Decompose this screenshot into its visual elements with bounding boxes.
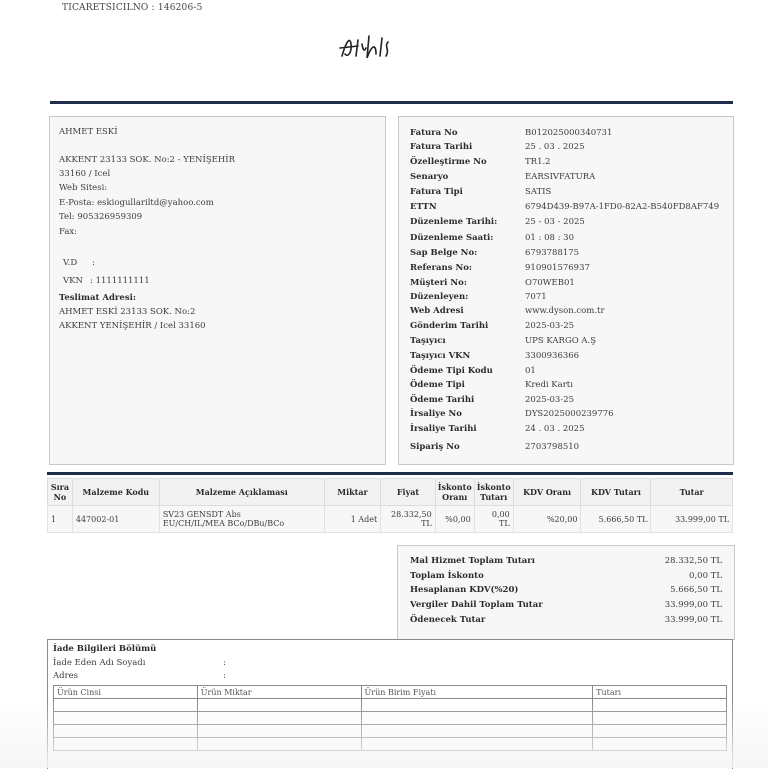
invoice-row — [410, 395, 730, 409]
iade-cell[interactable] — [593, 725, 727, 738]
totals-label: Vergiler Dahil Toplam Tutar — [410, 600, 543, 610]
header-kdv-orani: KDV Oranı — [513, 479, 581, 506]
totals-panel — [397, 545, 735, 640]
buyer-fax: Fax: — [59, 227, 78, 237]
invoice-value: www.dyson.com.tr — [525, 306, 605, 316]
iade-cell[interactable] — [361, 738, 593, 751]
invoice-row — [410, 321, 730, 335]
invoice-label: ETTN — [410, 202, 437, 212]
iade-cell[interactable] — [54, 725, 198, 738]
buyer-vkn-label: VKN — [63, 276, 83, 286]
invoice-value: 01 : 08 : 30 — [525, 233, 574, 243]
iade-col-tutari: Tutarı — [593, 686, 727, 699]
aciklama-line1: SV23 GENSDT Abs — [162, 510, 241, 519]
invoice-row — [410, 233, 730, 247]
invoice-row — [410, 263, 730, 277]
buyer-vd-label: V.D — [63, 258, 78, 268]
invoice-label: Gönderim Tarihi — [410, 321, 489, 331]
invoice-value: B012025000340731 — [525, 128, 613, 138]
invoice-label: Sap Belge No: — [410, 248, 478, 258]
invoice-value: 6793788175 — [525, 248, 580, 258]
invoice-label: Taşıyıcı — [410, 336, 446, 346]
invoice-row — [410, 409, 730, 423]
totals-value: 33.999,00 TL — [664, 615, 722, 625]
ticaret-sicil-no: TICARETSICILNO : 146206-5 — [62, 3, 203, 13]
invoice-label: Ödeme Tipi Kodu — [410, 366, 493, 376]
invoice-value: SATIS — [525, 187, 552, 197]
buyer-address-line1: AKKENT 23133 SOK. No:2 - YENİŞEHİR — [59, 155, 236, 165]
invoice-label: Düzenleyen: — [410, 292, 469, 302]
buyer-tel: Tel: 905326959309 — [59, 212, 143, 222]
totals-value: 28.332,50 TL — [664, 556, 722, 566]
iade-table — [53, 685, 727, 751]
delivery-line2: AKKENT YENİŞEHİR / Icel 33160 — [59, 321, 206, 331]
iade-header-row — [54, 686, 727, 699]
iade-address-sep: : — [223, 671, 226, 681]
iade-section — [47, 639, 733, 769]
invoice-value: UPS KARGO A.Ş — [525, 336, 597, 346]
invoice-row — [410, 142, 730, 156]
invoice-value: TR1.2 — [525, 157, 551, 167]
invoice-value: 24 . 03 . 2025 — [525, 424, 585, 434]
invoice-value: DYS2025000239776 — [525, 409, 614, 419]
iade-cell[interactable] — [593, 699, 727, 712]
totals-label: Toplam İskonto — [410, 571, 484, 581]
buyer-email: E-Posta: eskiogullariltd@yahoo.com — [59, 198, 214, 208]
invoice-row — [410, 248, 730, 262]
iade-cell[interactable] — [197, 712, 361, 725]
invoice-row — [410, 217, 730, 231]
header-iskonto-orani: İskonto Oranı — [435, 479, 474, 506]
cell-kdv-orani: %20,00 — [513, 506, 581, 533]
invoice-row — [410, 202, 730, 216]
iade-cell[interactable] — [197, 699, 361, 712]
buyer-name: AHMET ESKİ — [59, 127, 118, 137]
invoice-value: 2025-03-25 — [525, 395, 575, 405]
iade-cell[interactable] — [197, 725, 361, 738]
cell-kdv-tutari: 5.666,50 TL — [581, 506, 651, 533]
iade-empty-row — [54, 712, 727, 725]
invoice-value: 25 - 03 - 2025 — [525, 217, 585, 227]
iade-empty-row — [54, 699, 727, 712]
iade-name-label: İade Eden Adı Soyadı — [53, 658, 146, 668]
invoice-info-panel — [398, 116, 734, 465]
invoice-label: Ödeme Tipi — [410, 380, 465, 390]
totals-row — [410, 600, 722, 614]
cell-tutar: 33.999,00 TL — [651, 506, 733, 533]
iade-address-label: Adres — [53, 671, 79, 681]
iade-cell[interactable] — [593, 738, 727, 751]
invoice-value: 3300936366 — [525, 351, 580, 361]
invoice-value: 2025-03-25 — [525, 321, 575, 331]
invoice-label: Sipariş No — [410, 442, 460, 452]
totals-row — [410, 556, 722, 570]
iade-col-urun-cinsi: Ürün Cinsi — [54, 686, 198, 699]
invoice-row — [410, 351, 730, 365]
invoice-value: 01 — [525, 366, 536, 376]
invoice-value: 7071 — [525, 292, 547, 302]
iskonto-tutari-line1: 0,00 — [491, 510, 510, 519]
delivery-line1: AHMET ESKİ 23133 SOK. No:2 — [59, 307, 196, 317]
invoice-label: Taşıyıcı VKN — [410, 351, 471, 361]
invoice-value: 910901576937 — [525, 263, 590, 273]
header-rule — [50, 101, 733, 104]
invoice-value: 6794D439-B97A-1FD0-82A2-B540FD8AF749 — [525, 202, 720, 212]
cell-aciklama — [159, 506, 324, 533]
cell-iskonto-tutari — [474, 506, 513, 533]
invoice-row — [410, 366, 730, 380]
totals-row — [410, 585, 722, 599]
cell-sira: 1 — [48, 506, 73, 533]
invoice-row — [410, 128, 730, 142]
invoice-label: Fatura Tipi — [410, 187, 463, 197]
iade-empty-row — [54, 725, 727, 738]
totals-value: 33.999,00 TL — [664, 600, 722, 610]
signature — [336, 30, 416, 64]
header-aciklama: Malzeme Açıklaması — [159, 479, 324, 506]
cell-iskonto-orani: %0,00 — [435, 506, 474, 533]
cell-fiyat: 28.332,50 TL — [381, 506, 436, 533]
iade-col-urun-miktar: Ürün Miktar — [197, 686, 361, 699]
buyer-vd-value: : — [92, 258, 95, 268]
invoice-value: 2703798510 — [525, 442, 580, 452]
invoice-label: Müşteri No: — [410, 278, 467, 288]
invoice-value: O70WEB01 — [525, 278, 575, 288]
invoice-row — [410, 336, 730, 350]
iade-cell[interactable] — [361, 725, 593, 738]
header-fiyat: Fiyat — [381, 479, 436, 506]
iade-cell[interactable] — [54, 699, 198, 712]
invoice-row — [410, 172, 730, 186]
invoice-row — [410, 380, 730, 394]
totals-label: Hesaplanan KDV(%20) — [410, 585, 519, 595]
invoice-value: EARSIVFATURA — [525, 172, 596, 182]
header-miktar: Miktar — [324, 479, 380, 506]
invoice-label: Web Adresi — [410, 306, 464, 316]
invoice-value: Kredi Kartı — [525, 380, 573, 390]
iade-name-sep: : — [223, 658, 226, 668]
totals-value: 5.666,50 TL — [670, 585, 722, 595]
invoice-label: Düzenleme Tarihi: — [410, 217, 498, 227]
items-header-row — [48, 479, 733, 506]
invoice-label: İrsaliye Tarihi — [410, 424, 477, 434]
header-sira: Sıra No — [48, 479, 73, 506]
invoice-label: Özelleştirme No — [410, 157, 487, 167]
buyer-address-line2: 33160 / Icel — [59, 169, 111, 179]
iade-cell[interactable] — [593, 712, 727, 725]
cell-miktar: 1 Adet — [324, 506, 380, 533]
invoice-value: 25 . 03 . 2025 — [525, 142, 585, 152]
invoice-label: Düzenleme Saati: — [410, 233, 494, 243]
invoice-row — [410, 157, 730, 171]
invoice-label: Fatura Tarihi — [410, 142, 473, 152]
iade-title: İade Bilgileri Bölümü — [53, 644, 157, 654]
invoice-label: Ödeme Tarihi — [410, 395, 475, 405]
invoice-label: İrsaliye No — [410, 409, 462, 419]
header-kod: Malzeme Kodu — [72, 479, 159, 506]
invoice-row — [410, 278, 730, 292]
items-table — [47, 478, 733, 533]
cell-kod: 447002-01 — [72, 506, 159, 533]
buyer-website: Web Sitesi: — [59, 183, 108, 193]
table-row — [48, 506, 733, 533]
header-iskonto-tutari: İskonto Tutarı — [474, 479, 513, 506]
invoice-row — [410, 306, 730, 320]
iade-cell[interactable] — [361, 699, 593, 712]
iade-cell[interactable] — [197, 738, 361, 751]
buyer-info-panel — [49, 116, 386, 465]
invoice-row — [410, 424, 730, 438]
totals-label: Mal Hizmet Toplam Tutarı — [410, 556, 535, 566]
header-tutar: Tutar — [651, 479, 733, 506]
iade-cell[interactable] — [54, 738, 198, 751]
iade-cell[interactable] — [361, 712, 593, 725]
header-kdv-tutari: KDV Tutarı — [581, 479, 651, 506]
totals-row — [410, 615, 722, 629]
totals-label: Ödenecek Tutar — [410, 615, 486, 625]
items-rule — [47, 472, 733, 475]
invoice-row — [410, 187, 730, 201]
invoice-label: Referans No: — [410, 263, 473, 273]
delivery-title: Teslimat Adresi: — [59, 293, 136, 303]
aciklama-line2: EU/CH/IL/MEA BCo/DBu/BCo — [162, 519, 285, 528]
iade-cell[interactable] — [54, 712, 198, 725]
iskonto-tutari-line2: TL — [499, 519, 510, 528]
iade-col-birim-fiyati: Ürün Birim Fiyatı — [361, 686, 593, 699]
invoice-row — [410, 442, 730, 456]
invoice-label: Fatura No — [410, 128, 458, 138]
totals-value: 0,00 TL — [689, 571, 722, 581]
iade-empty-row — [54, 738, 727, 751]
invoice-row — [410, 292, 730, 306]
totals-row — [410, 571, 722, 585]
invoice-label: Senaryo — [410, 172, 449, 182]
buyer-vkn-value: : 1111111111 — [90, 276, 150, 286]
